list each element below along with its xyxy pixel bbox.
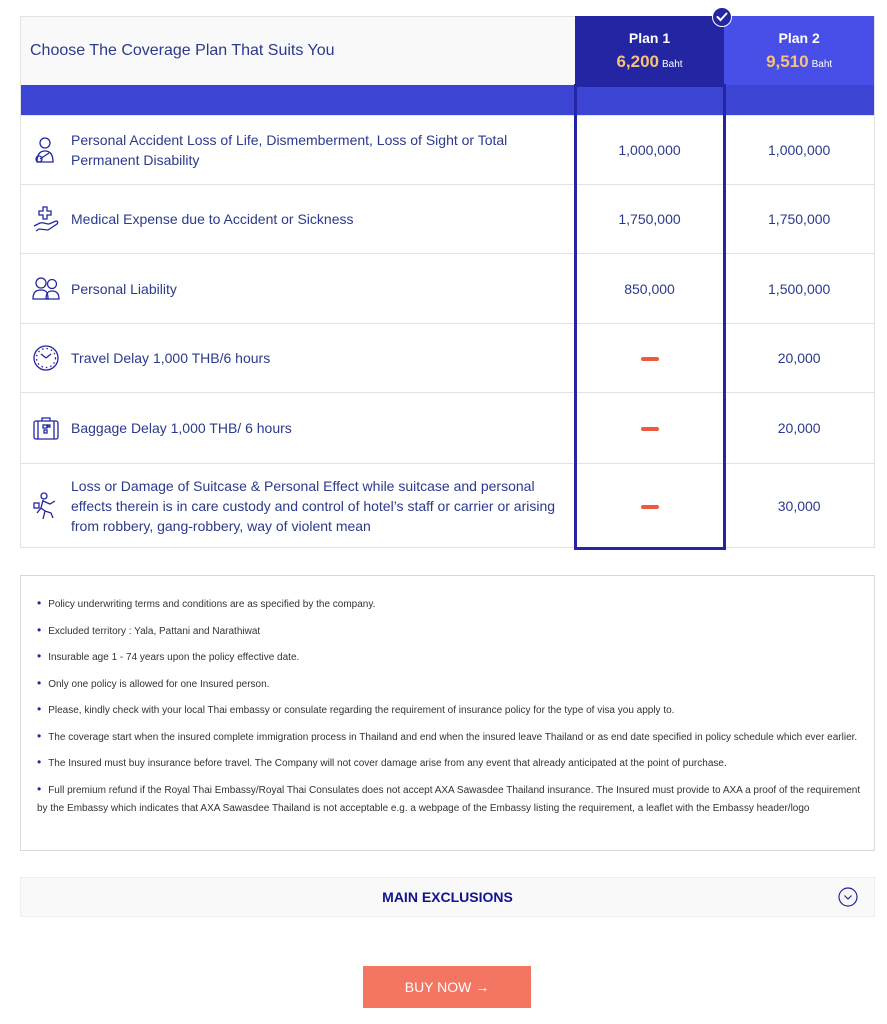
plan-1-value [575, 420, 725, 436]
coverage-table [20, 16, 875, 548]
plan-2-value: 30,000 [777, 497, 821, 514]
plan-2-header[interactable] [724, 16, 874, 85]
plan-2-value: 20,000 [777, 350, 821, 366]
plan-1-header[interactable] [575, 16, 725, 85]
note-item: • Policy underwriting terms and conditions are as specified by the company. [37, 596, 376, 610]
not-covered-dash [641, 505, 659, 509]
table-header [21, 16, 874, 85]
note-item: • Excluded territory : Yala, Pattani and Narathiwat [37, 622, 261, 637]
buy-now-button[interactable]: BUY NOW → [363, 966, 531, 1008]
note-item: • Only one policy is allowed for one Insured person. [37, 675, 270, 690]
table-row [21, 463, 874, 547]
suitcase-icon [31, 413, 61, 443]
person-injury-icon [31, 135, 61, 165]
note-item: • The Insured must buy insurance before travel. The Company will not cover damage arise from any event that already anticipated at the point of purchase. [37, 755, 727, 769]
plan-price: 6,200 [616, 52, 659, 71]
coverage-label: Medical Expense due to Accident or Sickness [71, 211, 354, 227]
note-item: • The coverage start when the insured complete immigration process in Thailand and end when the insured leave Thailand or as end date specified in policy schedule which ever earlier. [37, 728, 858, 743]
note-item: • Insurable age 1 - 74 years upon the policy effective date. [37, 649, 300, 663]
coverage-label: Loss or Damage of Suitcase & Personal Effect while suitcase and personal effects therein is in care custody and control of hotel’s staff or carrier or arising from robbery, gang-robbery, way of violent mean [71, 477, 556, 534]
clock-icon [31, 343, 61, 373]
plan-name: Plan 2 [778, 30, 820, 46]
plan-price: 9,510 [766, 52, 809, 71]
plan-1-value [575, 498, 725, 514]
exclusions-title: MAIN EXCLUSIONS [382, 889, 513, 905]
plan-2-value: 1,500,000 [768, 280, 831, 297]
not-covered-dash [641, 427, 659, 431]
coverage-label: Personal Accident Loss of Life, Dismemberment, Loss of Sight or Total Permanent Disability [71, 132, 508, 168]
table-row [21, 392, 874, 463]
running-thief-icon [31, 491, 61, 521]
chevron-down-circle-icon[interactable] [838, 887, 858, 907]
plan-2-value: 20,000 [777, 420, 821, 436]
plan-1-value: 1,000,000 [618, 142, 681, 158]
table-row [21, 253, 874, 323]
not-covered-dash [641, 357, 659, 361]
note-item: • Full premium refund if the Royal Thai Embassy/Royal Thai Consulates does not accept AXA Sawasdee Thailand insurance. The Insured must provide to AXA a proof of the requirement by the Embassy which indicates that AXA Sawasdee Thailand is not acceptable e.g. a webpage of the Embassy listing the requirement, a leaflet with the Embassy header/logo [37, 781, 861, 814]
plan-1-value [575, 350, 725, 366]
header-band [21, 85, 874, 115]
coverage-label: Travel Delay 1,000 THB/6 hours [71, 350, 271, 366]
price-unit: Baht [811, 59, 833, 70]
plan-2-value: 1,750,000 [768, 211, 831, 227]
plan-1-value: 850,000 [624, 280, 675, 297]
plan-1-value: 1,750,000 [618, 211, 681, 227]
main-exclusions-accordion[interactable] [20, 877, 875, 917]
medical-hand-icon [31, 204, 61, 234]
note-item: • Please, kindly check with your local Thai embassy or consulate regarding the requirement of insurance policy for the type of visa you apply to. [37, 702, 675, 716]
plan-2-value: 1,000,000 [768, 142, 831, 158]
coverage-label: Baggage Delay 1,000 THB/ 6 hours [71, 420, 292, 436]
table-row [21, 184, 874, 253]
table-row [21, 323, 874, 392]
price-unit: Baht [662, 59, 683, 70]
coverage-label: Personal Liability [71, 280, 177, 297]
plan-name: Plan 1 [628, 30, 671, 46]
table-title: Choose The Coverage Plan That Suits You [21, 16, 575, 85]
people-icon [31, 274, 61, 304]
table-row [21, 115, 874, 184]
policy-notes [20, 575, 875, 851]
